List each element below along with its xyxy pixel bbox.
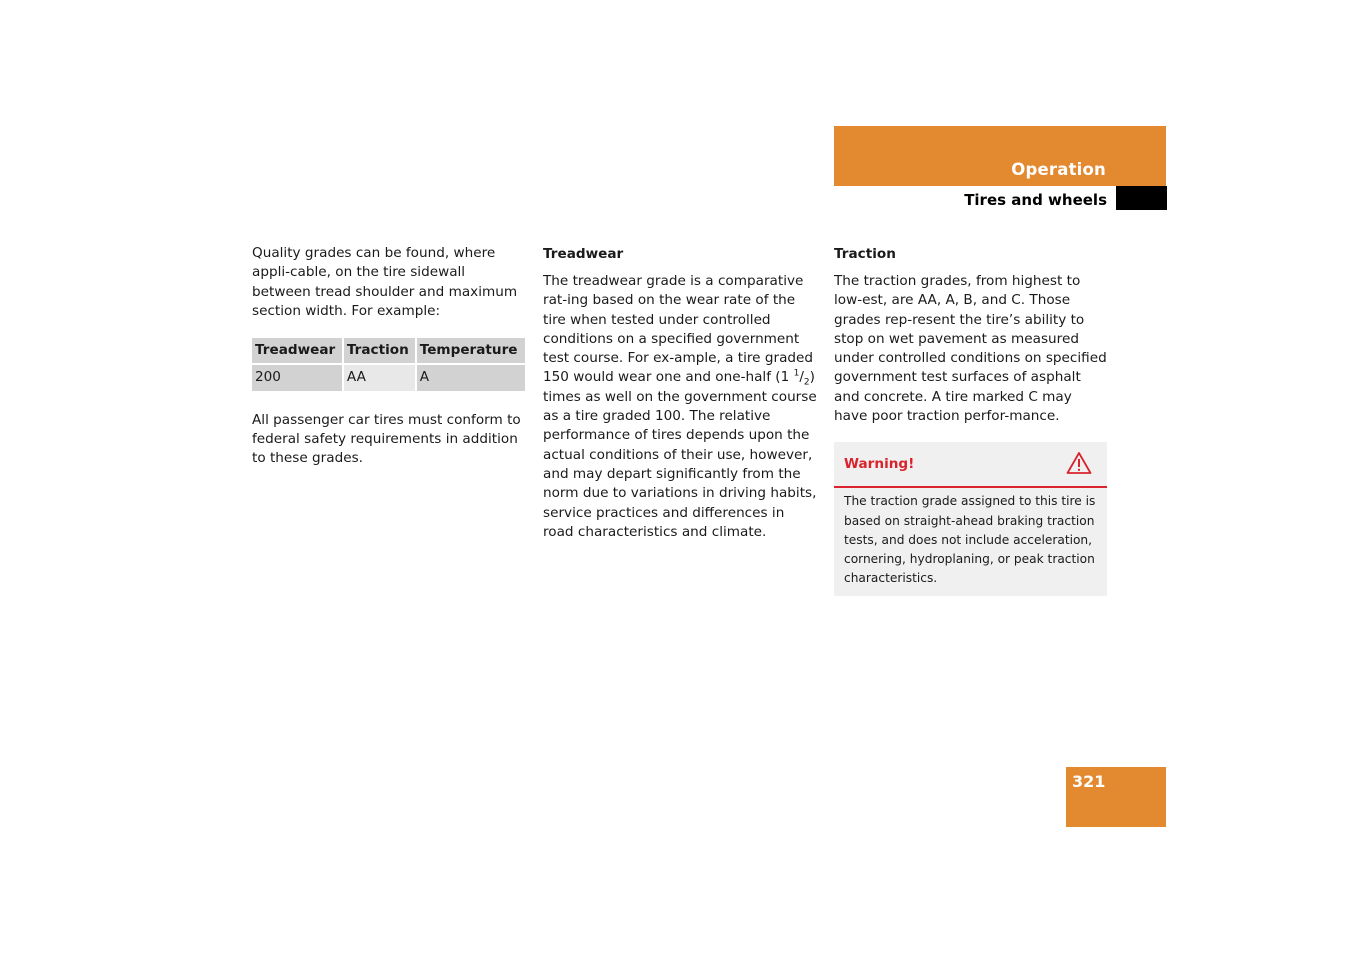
traction-heading: Traction xyxy=(834,246,896,262)
conform-paragraph: All passenger car tires must conform to federal safety requirements in addition to these grades. xyxy=(252,411,521,467)
table-cell-temperature: A xyxy=(415,365,525,390)
treadwear-text-before: The treadwear grade is a comparative rat-ing based on the wear rate of the tire when tested under controlled conditions on a specified government test course. For ex-ample, a tire graded 150 would wear one and one-half (1 xyxy=(543,273,814,386)
warning-triangle-icon xyxy=(1066,451,1092,475)
section-tab-marker xyxy=(1116,186,1167,210)
treadwear-paragraph xyxy=(543,272,818,542)
fraction-numerator: 1 xyxy=(793,368,800,379)
grades-table xyxy=(252,338,525,391)
warning-label: Warning! xyxy=(844,456,915,473)
table-header-traction: Traction xyxy=(342,338,415,365)
warning-text: The traction grade assigned to this tire is based on straight-ahead braking traction tests, and does not include acceleration, cornering, hydroplaning, or peak traction characteristics. xyxy=(844,494,1096,586)
column-right xyxy=(834,244,1109,596)
column-middle xyxy=(543,244,818,542)
section-title: Operation xyxy=(1011,160,1106,179)
treadwear-text-after: ) times as well on the government course as a tire graded 100. The relative performance of tires depends upon the actual conditions of their use, however, and may depart significantly from the norm due to variations in driving habits, service practices and differences in road characteristics and climate. xyxy=(543,369,817,540)
fraction-denominator: 2 xyxy=(803,378,810,389)
warning-header xyxy=(834,442,1107,488)
fraction-separator: / xyxy=(799,369,804,386)
table-row xyxy=(252,365,525,390)
section-header-box xyxy=(834,126,1166,186)
warning-box xyxy=(834,442,1107,596)
treadwear-heading: Treadwear xyxy=(543,246,624,262)
table-header-treadwear: Treadwear xyxy=(252,338,342,365)
intro-paragraph: Quality grades can be found, where appli-cable, on the tire sidewall between tread shoulder and maximum section width. For example: xyxy=(252,245,518,319)
column-left xyxy=(252,244,526,469)
table-header-temperature: Temperature xyxy=(415,338,525,365)
table-cell-treadwear: 200 xyxy=(252,365,342,390)
table-cell-traction: AA xyxy=(342,365,415,390)
traction-paragraph: The traction grades, from highest to low-est, are AA, A, B, and C. Those grades rep-resent the tire’s ability to stop on wet pavement as measured under controlled conditions on specified government test surfaces of asphalt and concrete. A tire marked C may have poor traction perfor-mance. xyxy=(834,273,1107,425)
page-number-box xyxy=(1066,767,1166,827)
subsection-title: Tires and wheels xyxy=(964,191,1107,209)
page-number: 321 xyxy=(1072,772,1106,791)
table-header-row xyxy=(252,338,525,365)
